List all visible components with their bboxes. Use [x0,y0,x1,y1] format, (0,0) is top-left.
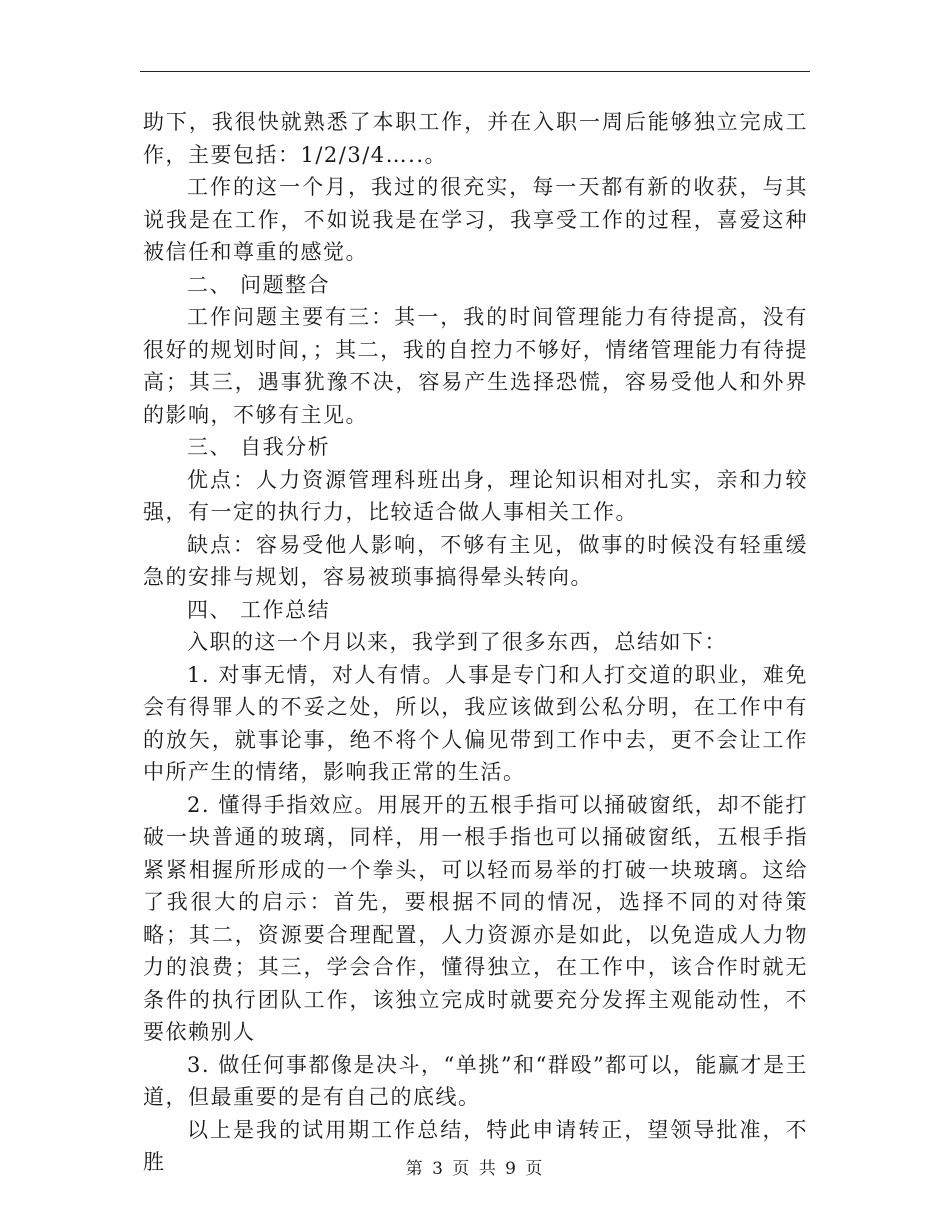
paragraph-closing: 以上是我的试用期工作总结，特此申请转正，望领导批准，不胜 [143,1117,808,1174]
header-rule [140,71,810,72]
document-body [143,106,808,1179]
paragraph-point-1: 1. 对事无情，对人有情。人事是专门和人打交道的职业，难免会有得罪人的不妥之处，所以，我应该做到公私分明，在工作中有的放矢，就事论事，绝不将个人偏见带到工作中去，更不会让工作中所产生的情绪，影响我正常的生活。 [143,662,808,784]
paragraph-point-3: 3. 做任何事都像是决斗，“单挑”和“群殴”都可以，能赢才是王道，但最重要的是有自己的底线。 [143,1052,808,1109]
paragraph-month-summary: 工作的这一个月，我过的很充实，每一天都有新的收获，与其说我是在工作，不如说我是在学习，我享受工作的过程，喜爱这种被信任和尊重的感觉。 [143,175,808,264]
paragraph-summary-intro: 入职的这一个月以来，我学到了很多东西，总结如下： [187,630,727,654]
section-heading-problems: 二、 问题整合 [187,272,331,297]
paragraph-continuation: 助下，我很快就熟悉了本职工作，并在入职一周后能够独立完成工作，主要包括：1/2/3/4…..。 [143,110,808,167]
page-footer: 第 3 页 共 9 页 [405,1159,545,1179]
paragraph-problems: 工作问题主要有三：其一，我的时间管理能力有待提高，没有很好的规划时间，；其二，我的自控力不够好，情绪管理能力有待提高；其三，遇事犹豫不决，容易产生选择恐慌，容易受他人和外界的影响，不够有主见。 [143,305,808,427]
paragraph-point-2: 2. 懂得手指效应。用展开的五根手指可以捅破窗纸，却不能打破一块普通的玻璃，同样，用一根手指也可以捅破窗纸，五根手指紧紧相握所形成的一个拳头，可以轻而易举的打破一块玻璃。这给了我很大的启示：首先，要根据不同的情况，选择不同的对待策略；其二，资源要合理配置，人力资源亦是如此，以免造成人力物力的浪费；其三，学会合作，懂得独立，在工作中，该合作时就无条件的执行团队工作，该独立完成时就要充分发挥主观能动性，不要依赖别人 [143,792,808,1044]
section-heading-work-summary: 四、 工作总结 [187,597,331,622]
paragraph-weaknesses: 缺点：容易受他人影响，不够有主见，做事的时候没有轻重缓急的安排与规划，容易被琐事搞得晕头转向。 [143,532,808,589]
paragraph-strengths: 优点：人力资源管理科班出身，理论知识相对扎实，亲和力较强，有一定的执行力，比较适合做人事相关工作。 [143,467,808,524]
section-heading-self-analysis: 三、 自我分析 [187,435,331,459]
